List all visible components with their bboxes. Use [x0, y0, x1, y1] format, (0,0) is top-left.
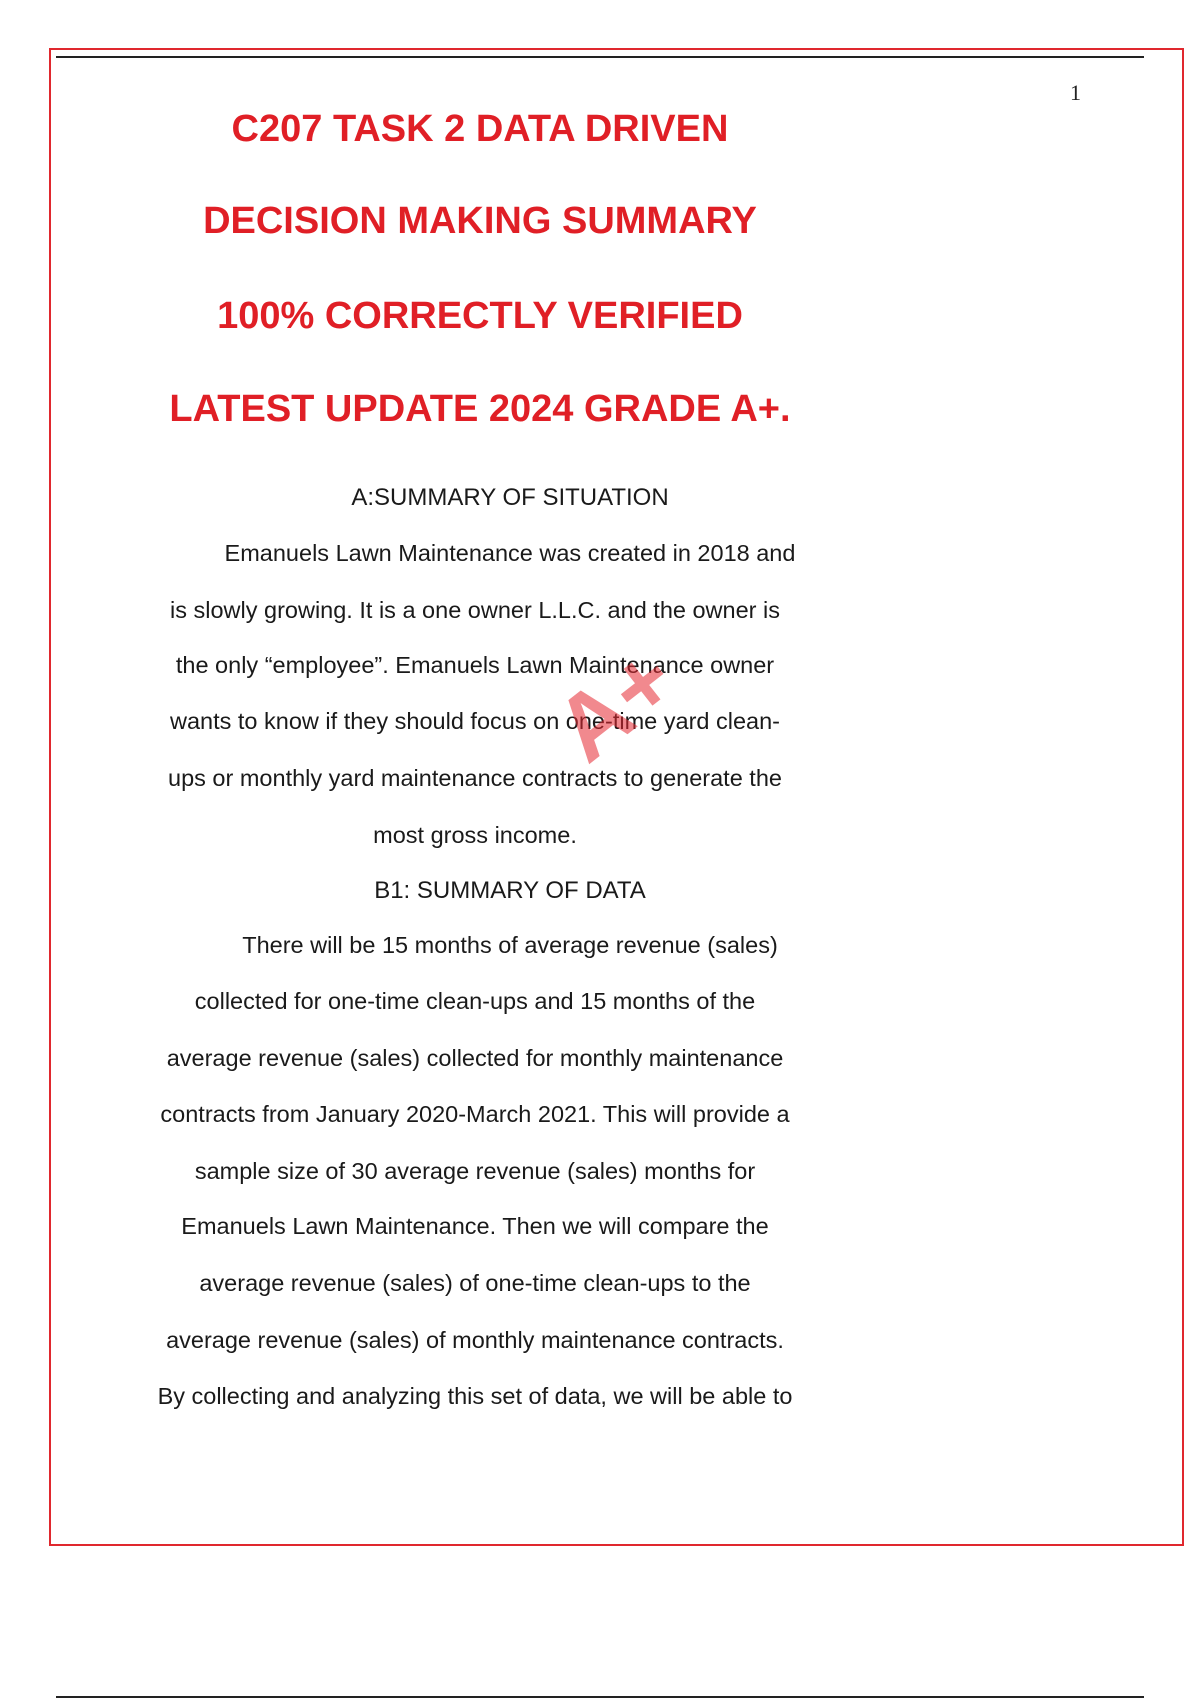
section-a-line: ups or monthly yard maintenance contracts to generate the [168, 765, 782, 791]
title-line-1: C207 TASK 2 DATA DRIVEN [231, 108, 729, 150]
section-b1-line: average revenue (sales) of monthly maintenance contracts. [166, 1327, 784, 1353]
section-b1-line: contracts from January 2020-March 2021. This will provide a [160, 1101, 790, 1127]
title-line-3: 100% CORRECTLY VERIFIED [217, 295, 743, 337]
section-a-line: Emanuels Lawn Maintenance was created in 2018 and [224, 540, 796, 566]
page-number: 1 [1070, 80, 1081, 105]
title-line-4: LATEST UPDATE 2024 GRADE A+. [169, 388, 791, 430]
grade-watermark: A+ [536, 627, 695, 782]
section-b1-heading: B1: SUMMARY OF DATA [374, 877, 646, 904]
section-a-line: the only “employee”. Emanuels Lawn Maintenance owner [175, 652, 775, 678]
page-frame [49, 48, 1184, 1546]
section-b1-line: average revenue (sales) collected for monthly maintenance [166, 1045, 784, 1071]
section-a-line: is slowly growing. It is a one owner L.L.C. and the owner is [170, 597, 780, 623]
section-b1-line: There will be 15 months of average revenue (sales) [242, 932, 778, 958]
title-line-2: DECISION MAKING SUMMARY [203, 200, 757, 242]
section-b1-line: collected for one-time clean-ups and 15 months of the [194, 988, 756, 1014]
section-a-line: wants to know if they should focus on one-time yard clean- [169, 708, 780, 734]
section-b1-line: sample size of 30 average revenue (sales) months for [194, 1158, 756, 1184]
bottom-rule [56, 1696, 1144, 1698]
top-rule [56, 56, 1144, 58]
section-a-line: most gross income. [373, 822, 577, 848]
section-a-heading: A:SUMMARY OF SITUATION [351, 484, 669, 511]
section-b1-line: Emanuels Lawn Maintenance. Then we will compare the [181, 1213, 769, 1239]
section-b1-line: average revenue (sales) of one-time clean-ups to the [199, 1270, 751, 1296]
section-b1-line: By collecting and analyzing this set of data, we will be able to [157, 1383, 793, 1409]
